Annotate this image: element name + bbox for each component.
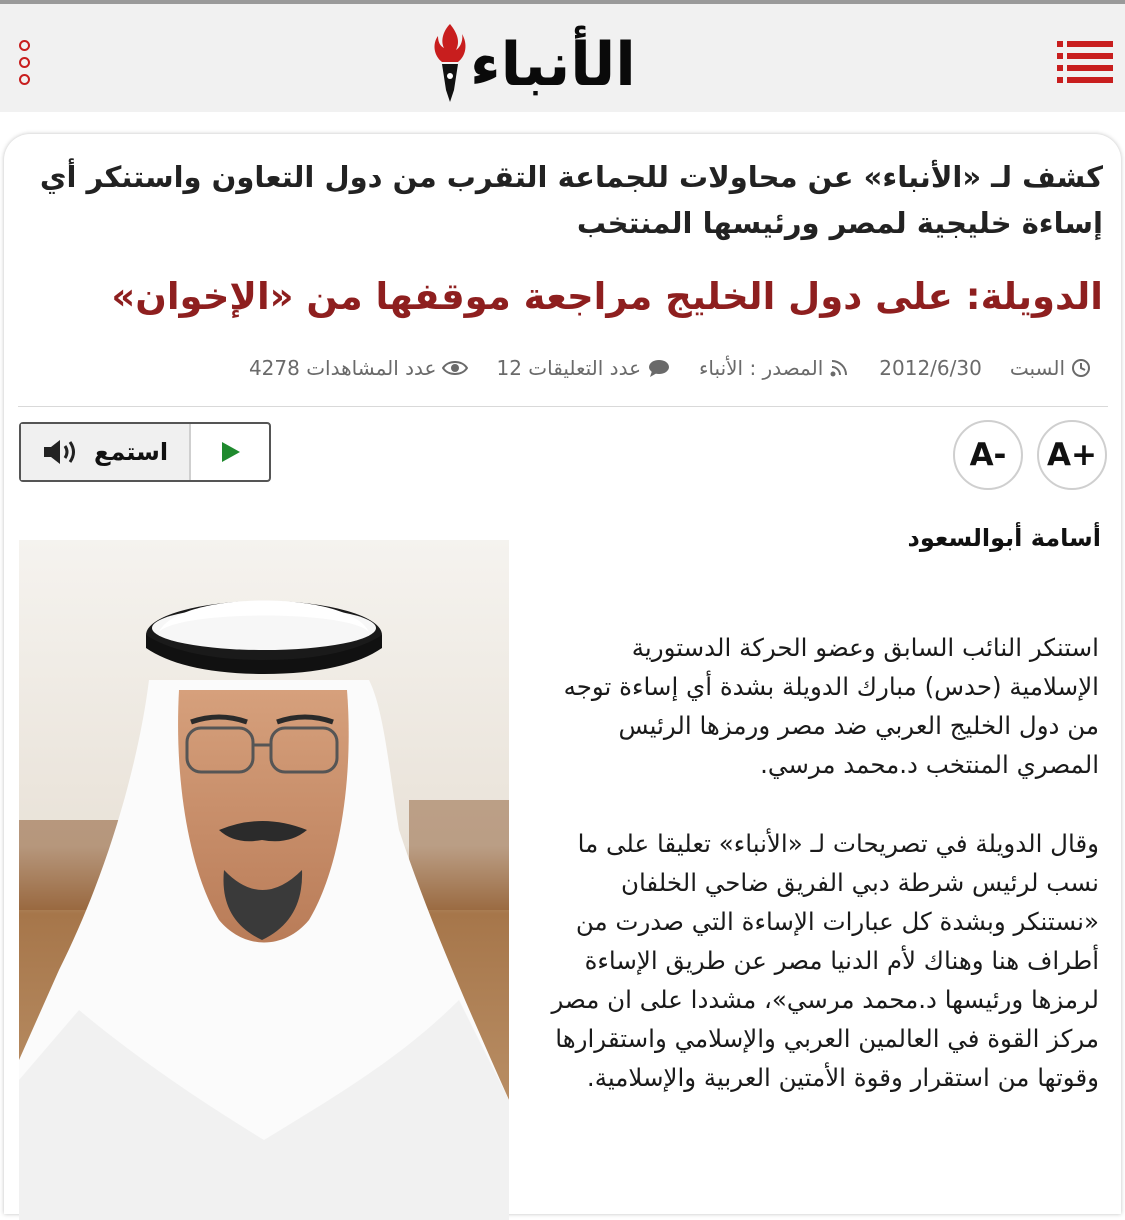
more-dots-icon[interactable] — [14, 40, 34, 85]
meta-date-value: 2012/6/30 — [879, 356, 982, 380]
comment-icon — [647, 358, 671, 378]
logo-text: الأنباء — [470, 30, 636, 100]
play-button[interactable] — [191, 424, 269, 480]
article-paragraph: وقال الدويلة في تصريحات لـ «الأنباء» تعليقا على ما نسب لرئيس شرطة دبي الفريق ضاحي الخلفان «نستنكر وبشدة كل عبارات الإساءة التي صدرت من أطراف هنا وهناك لأم الدنيا مصر عن طريق الإساءة لرمزها ورئيسها د.محمد مرسي»، مشددا على ان مصر مركز القوة في العالمين العربي والإسلامي واستقرارها وقوتها من استقرار وقوة الأمتين العربية والإسلامية. — [551, 829, 1099, 1092]
article-body — [539, 628, 1099, 1137]
listen-button[interactable] — [21, 424, 191, 480]
meta-comments[interactable] — [496, 356, 671, 380]
meta-views-text: عدد المشاهدات 4278 — [248, 356, 437, 380]
eye-icon — [442, 359, 468, 377]
listen-label: استمع — [93, 438, 169, 466]
site-logo[interactable] — [430, 20, 670, 104]
hamburger-menu-icon[interactable] — [1057, 39, 1113, 85]
meta-source — [699, 356, 851, 380]
meta-source-text: المصدر : الأنباء — [699, 356, 824, 380]
play-icon — [217, 439, 243, 465]
broadcast-icon — [829, 358, 851, 378]
clock-icon — [1071, 358, 1091, 378]
torch-pen-icon — [430, 20, 470, 104]
author-subject-photo — [19, 540, 509, 1220]
article-subheadline: كشف لـ «الأنباء» عن محاولات للجماعة التقرب من دول التعاون واستنكر أي إساءة خليجية لمصر ورئيسها المنتخب — [39, 160, 1103, 240]
meta-day: السبت — [1009, 356, 1065, 380]
article-author: أسامة أبوالسعود — [907, 524, 1101, 552]
speaker-icon — [42, 437, 82, 467]
article-paragraph: استنكر النائب السابق وعضو الحركة الدستورية الإسلامية (حدس) مبارك الدويلة بشدة أي إساءة توجه من دول الخليج العربي ضد مصر ورمزها الرئيس المصري المنتخب د.محمد مرسي. — [563, 633, 1099, 779]
meta-views — [249, 356, 469, 380]
listen-player[interactable] — [19, 422, 271, 482]
article-meta — [31, 356, 1091, 380]
article-card — [4, 134, 1121, 1214]
font-decrease-button[interactable]: A- — [953, 420, 1023, 490]
meta-date — [879, 356, 1091, 380]
top-bar — [0, 0, 1125, 112]
article-headline: الدويلة: على دول الخليج مراجعة موقفها من «الإخوان» — [111, 275, 1103, 318]
meta-divider — [18, 406, 1108, 407]
meta-comments-text: عدد التعليقات 12 — [496, 356, 642, 380]
font-increase-button[interactable]: A+ — [1037, 420, 1107, 490]
